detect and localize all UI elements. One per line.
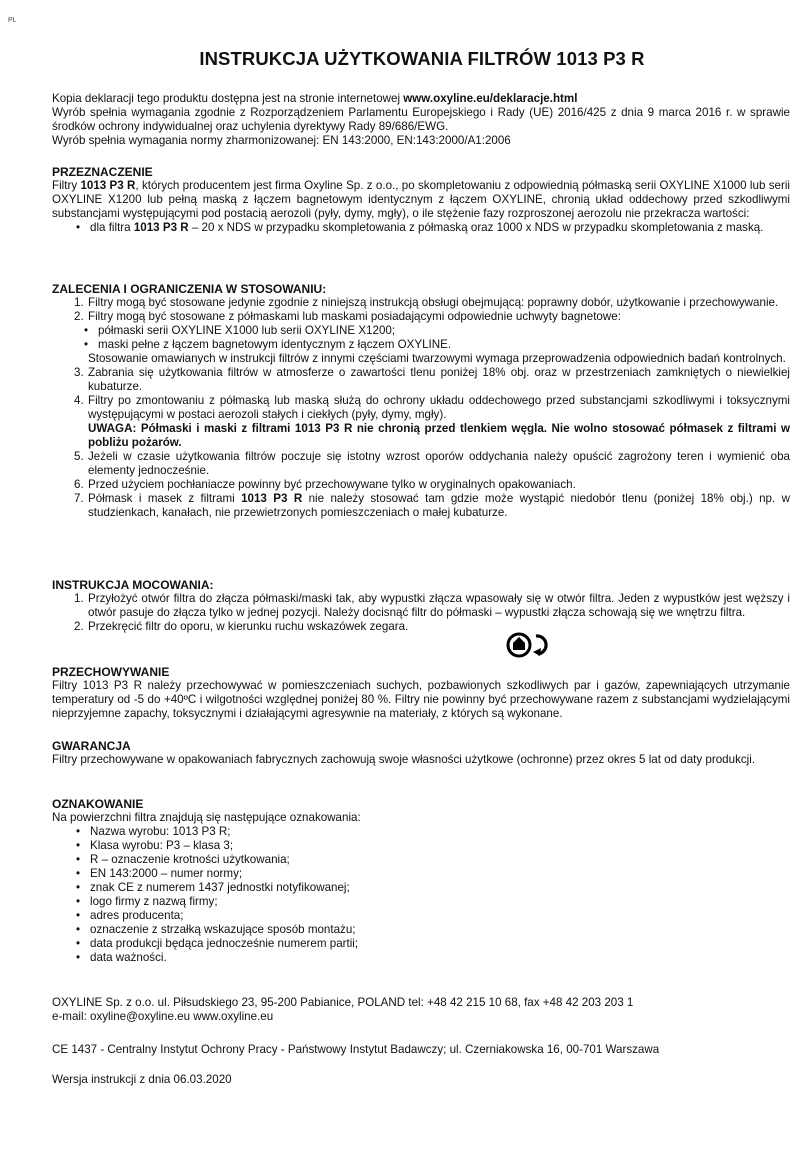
list-item: • maski pełne z łączem bagnetowym identycznym z łączem OXYLINE.	[52, 338, 790, 352]
compatibility-note: Stosowanie omawianych w instrukcji filtrów z innymi częściami twarzowymi wymaga przeprowadzenia odpowiednich badań kontrolnych.	[88, 352, 786, 365]
list-item: • oznaczenie z strzałką wskazujące sposób montażu;	[52, 923, 790, 937]
marking-section	[52, 797, 790, 965]
list-item: • R – oznaczenie krotności użytkowania;	[52, 853, 790, 867]
list-item: • EN 143:2000 – numer normy;	[52, 867, 790, 881]
list-item: 5. Jeżeli w czasie użytkowania filtrów poczuje się istotny wzrost oporów oddychania należy opuścić zagrożony teren i wymienić oba elementy jednocześnie.	[74, 450, 790, 477]
list-item: 3. Zabrania się użytkowania filtrów w atmosferze o zawartości tlenu poniżej 18% obj. oraz w przestrzeniach zamkniętych o niewielkiej kubaturze.	[74, 366, 790, 393]
list-item: 2. Filtry mogą być stosowane z półmaskami lub maskami posiadającymi odpowiednie uchwyty bagnetowe: • półmaski serii OXYLINE X1000 lub serii OXYLINE X1200; • maski pełne z łączem bagnetowym identycznym z łączem OXYLINE. Stosowanie omawianych w instrukcji filtrów z innymi częściami twarzowymi wymaga przeprowadzenia odpowiednich badań kontrolnych.	[52, 310, 790, 366]
purpose-text: Filtry 1013 P3 R, których producentem jest firma Oxyline Sp. z o.o., po skompletowaniu z odpowiednią półmaską serii OXYLINE X1000 lub serii OXYLINE X1200 lub pełną maską z łączem bagnetowym identycznym z łączem OXYLINE, chronią układ oddechowy przed szkodliwymi substancjami występującymi pod postacią aerozoli (pyły, dymy, mgły), o ile stężenie fazy rozproszonej aerozolu nie przekracza wartości:	[52, 179, 790, 220]
recommendations-section	[52, 282, 790, 520]
warranty-section	[52, 739, 790, 767]
notified-body-text: CE 1437 - Centralny Instytut Ochrony Pracy - Państwowy Instytut Badawczy; ul. Czerniakowska 16, 00-701 Warszawa	[52, 1043, 660, 1056]
marking-intro: Na powierzchni filtra znajdują się następujące oznakowania:	[52, 811, 361, 824]
intro-section	[52, 92, 790, 148]
declaration-link[interactable]: www.oxyline.eu/deklaracje.html	[403, 92, 578, 105]
storage-heading: PRZECHOWYWANIE	[52, 665, 170, 679]
list-item: • Klasa wyrobu: P3 – klasa 3;	[52, 839, 790, 853]
list-item: • dla filtra 1013 P3 R – 20 x NDS w przypadku skompletowania z półmaską oraz 1000 x NDS w przypadku skompletowania z maską.	[52, 221, 790, 235]
marking-list	[52, 825, 790, 965]
list-item: • półmaski serii OXYLINE X1000 lub serii OXYLINE X1200;	[52, 324, 790, 338]
document-title: INSTRUKCJA UŻYTKOWANIA FILTRÓW 1013 P3 R	[199, 48, 645, 69]
list-item: 4. Filtry po zmontowaniu z półmaską lub maską służą do ochrony układu oddechowego przed substancjami szkodliwymi i toksycznymi występującymi w postaci aerozoli stałych i ciekłych (pyły, dymy, mgły). UWAGA: Półmaski i maski z filtrami 1013 P3 R nie chronią przed tlenkiem węgla. Nie wolno stosować półmasek z filtrami w pobliżu pożarów.	[74, 394, 790, 449]
version-info	[52, 1073, 790, 1087]
warning-text: UWAGA: Półmaski i maski z filtrami 1013 P3 R nie chronią przed tlenkiem węgla. Nie wolno stosować półmasek z filtrami w pobliżu pożarów.	[88, 422, 790, 449]
list-item: 1. Filtry mogą być stosowane jedynie zgodnie z niniejszą instrukcją obsługi obejmującą: poprawny dobór, użytkowanie i przechowywanie.	[74, 296, 779, 309]
purpose-section	[52, 165, 790, 235]
language-code: PL	[8, 17, 17, 24]
standard-line: Wyrób spełnia wymagania normy zharmonizowanej: EN 143:2000, EN:143:2000/A1:2006	[52, 134, 511, 147]
list-item: • znak CE z numerem 1437 jednostki notyfikowanej;	[52, 881, 790, 895]
marking-heading: OZNAKOWANIE	[52, 797, 144, 811]
list-item: • Nazwa wyrobu: 1013 P3 R;	[52, 825, 790, 839]
manufacturer-info	[52, 996, 790, 1024]
list-item: • adres producenta;	[52, 909, 790, 923]
list-item: 6. Przed użyciem pochłaniacze powinny być przechowywane tylko w oryginalnych opakowaniach.	[74, 478, 576, 491]
regulation-line: Wyrób spełnia wymagania zgodnie z Rozporządzeniem Parlamentu Europejskiego i Rady (UE) 2016/425 z dnia 9 marca 2016 r. w sprawie środków ochrony indywidualnej oraz uchylenia dyrektywy Rady 89/686/EWG.	[52, 106, 790, 133]
clockwise-mount-icon	[504, 630, 550, 660]
list-item: 7. Półmask i masek z filtrami 1013 P3 R nie należy stosować tam gdzie może wystąpić niedobór tlenu (poniżej 18% obj.) np. w studzienkach, kanałach, nie przewietrzonych pomieszczeniach o małej kubaturze.	[74, 492, 790, 519]
version-text: Wersja instrukcji z dnia 06.03.2020	[52, 1073, 232, 1086]
notified-body-info	[52, 1043, 790, 1057]
list-item: • data produkcji będąca jednocześnie numerem partii;	[52, 937, 790, 951]
mask-types-list	[52, 324, 790, 352]
mounting-list	[52, 592, 790, 634]
mounting-heading: INSTRUKCJA MOCOWANIA:	[52, 578, 214, 592]
warranty-text: Filtry przechowywane w opakowaniach fabrycznych zachowują swoje własności użytkowe (ochronne) przez okres 5 lat od daty produkcji.	[52, 753, 756, 766]
purpose-heading: PRZEZNACZENIE	[52, 165, 153, 179]
manufacturer-contact: e-mail: oxyline@oxyline.eu www.oxyline.eu	[52, 1010, 274, 1023]
manufacturer-address: OXYLINE Sp. z o.o. ul. Piłsudskiego 23, 95-200 Pabianice, POLAND tel: +48 42 215 10 68, fax +48 42 203 203 1	[52, 996, 634, 1009]
storage-section	[52, 665, 790, 721]
list-item: 1. Przyłożyć otwór filtra do złącza półmaski/maski tak, aby wypustki złącza wpasowały się w otwór filtra. Jeden z wypustków jest węższy i otwór pasuje do złącza tylko w jednej pozycji. Należy docisnąć filtr do półmaski – wypustki złącza schowają się we wnętrzu filtra.	[74, 592, 790, 619]
storage-text: Filtry 1013 P3 R należy przechowywać w pomieszczeniach suchych, pozbawionych szkodliwych par i gazów, zapewniających utrzymanie temperatury od -5 do +40ºC i wilgotności względnej poniżej 80 %. Filtry nie powinny być przechowywane razem z substancjami wydzielającymi nieprzyjemne zapachy, toksycznymi i działającymi agresywnie na materiały, z których są wykonane.	[52, 679, 790, 720]
recommendations-heading: ZALECENIA I OGRANICZENIA W STOSOWANIU:	[52, 282, 327, 296]
list-item: • logo firmy z nazwą firmy;	[52, 895, 790, 909]
purpose-bullets	[52, 221, 790, 235]
recommendations-list	[52, 296, 790, 520]
declaration-line: Kopia deklaracji tego produktu dostępna jest na stronie internetowej www.oxyline.eu/deklaracje.html	[52, 92, 578, 105]
mounting-section	[52, 578, 790, 634]
warranty-heading: GWARANCJA	[52, 739, 131, 753]
list-item: • data ważności.	[52, 951, 790, 965]
list-item: 2. Przekręcić filtr do oporu, w kierunku ruchu wskazówek zegara.	[74, 620, 409, 633]
